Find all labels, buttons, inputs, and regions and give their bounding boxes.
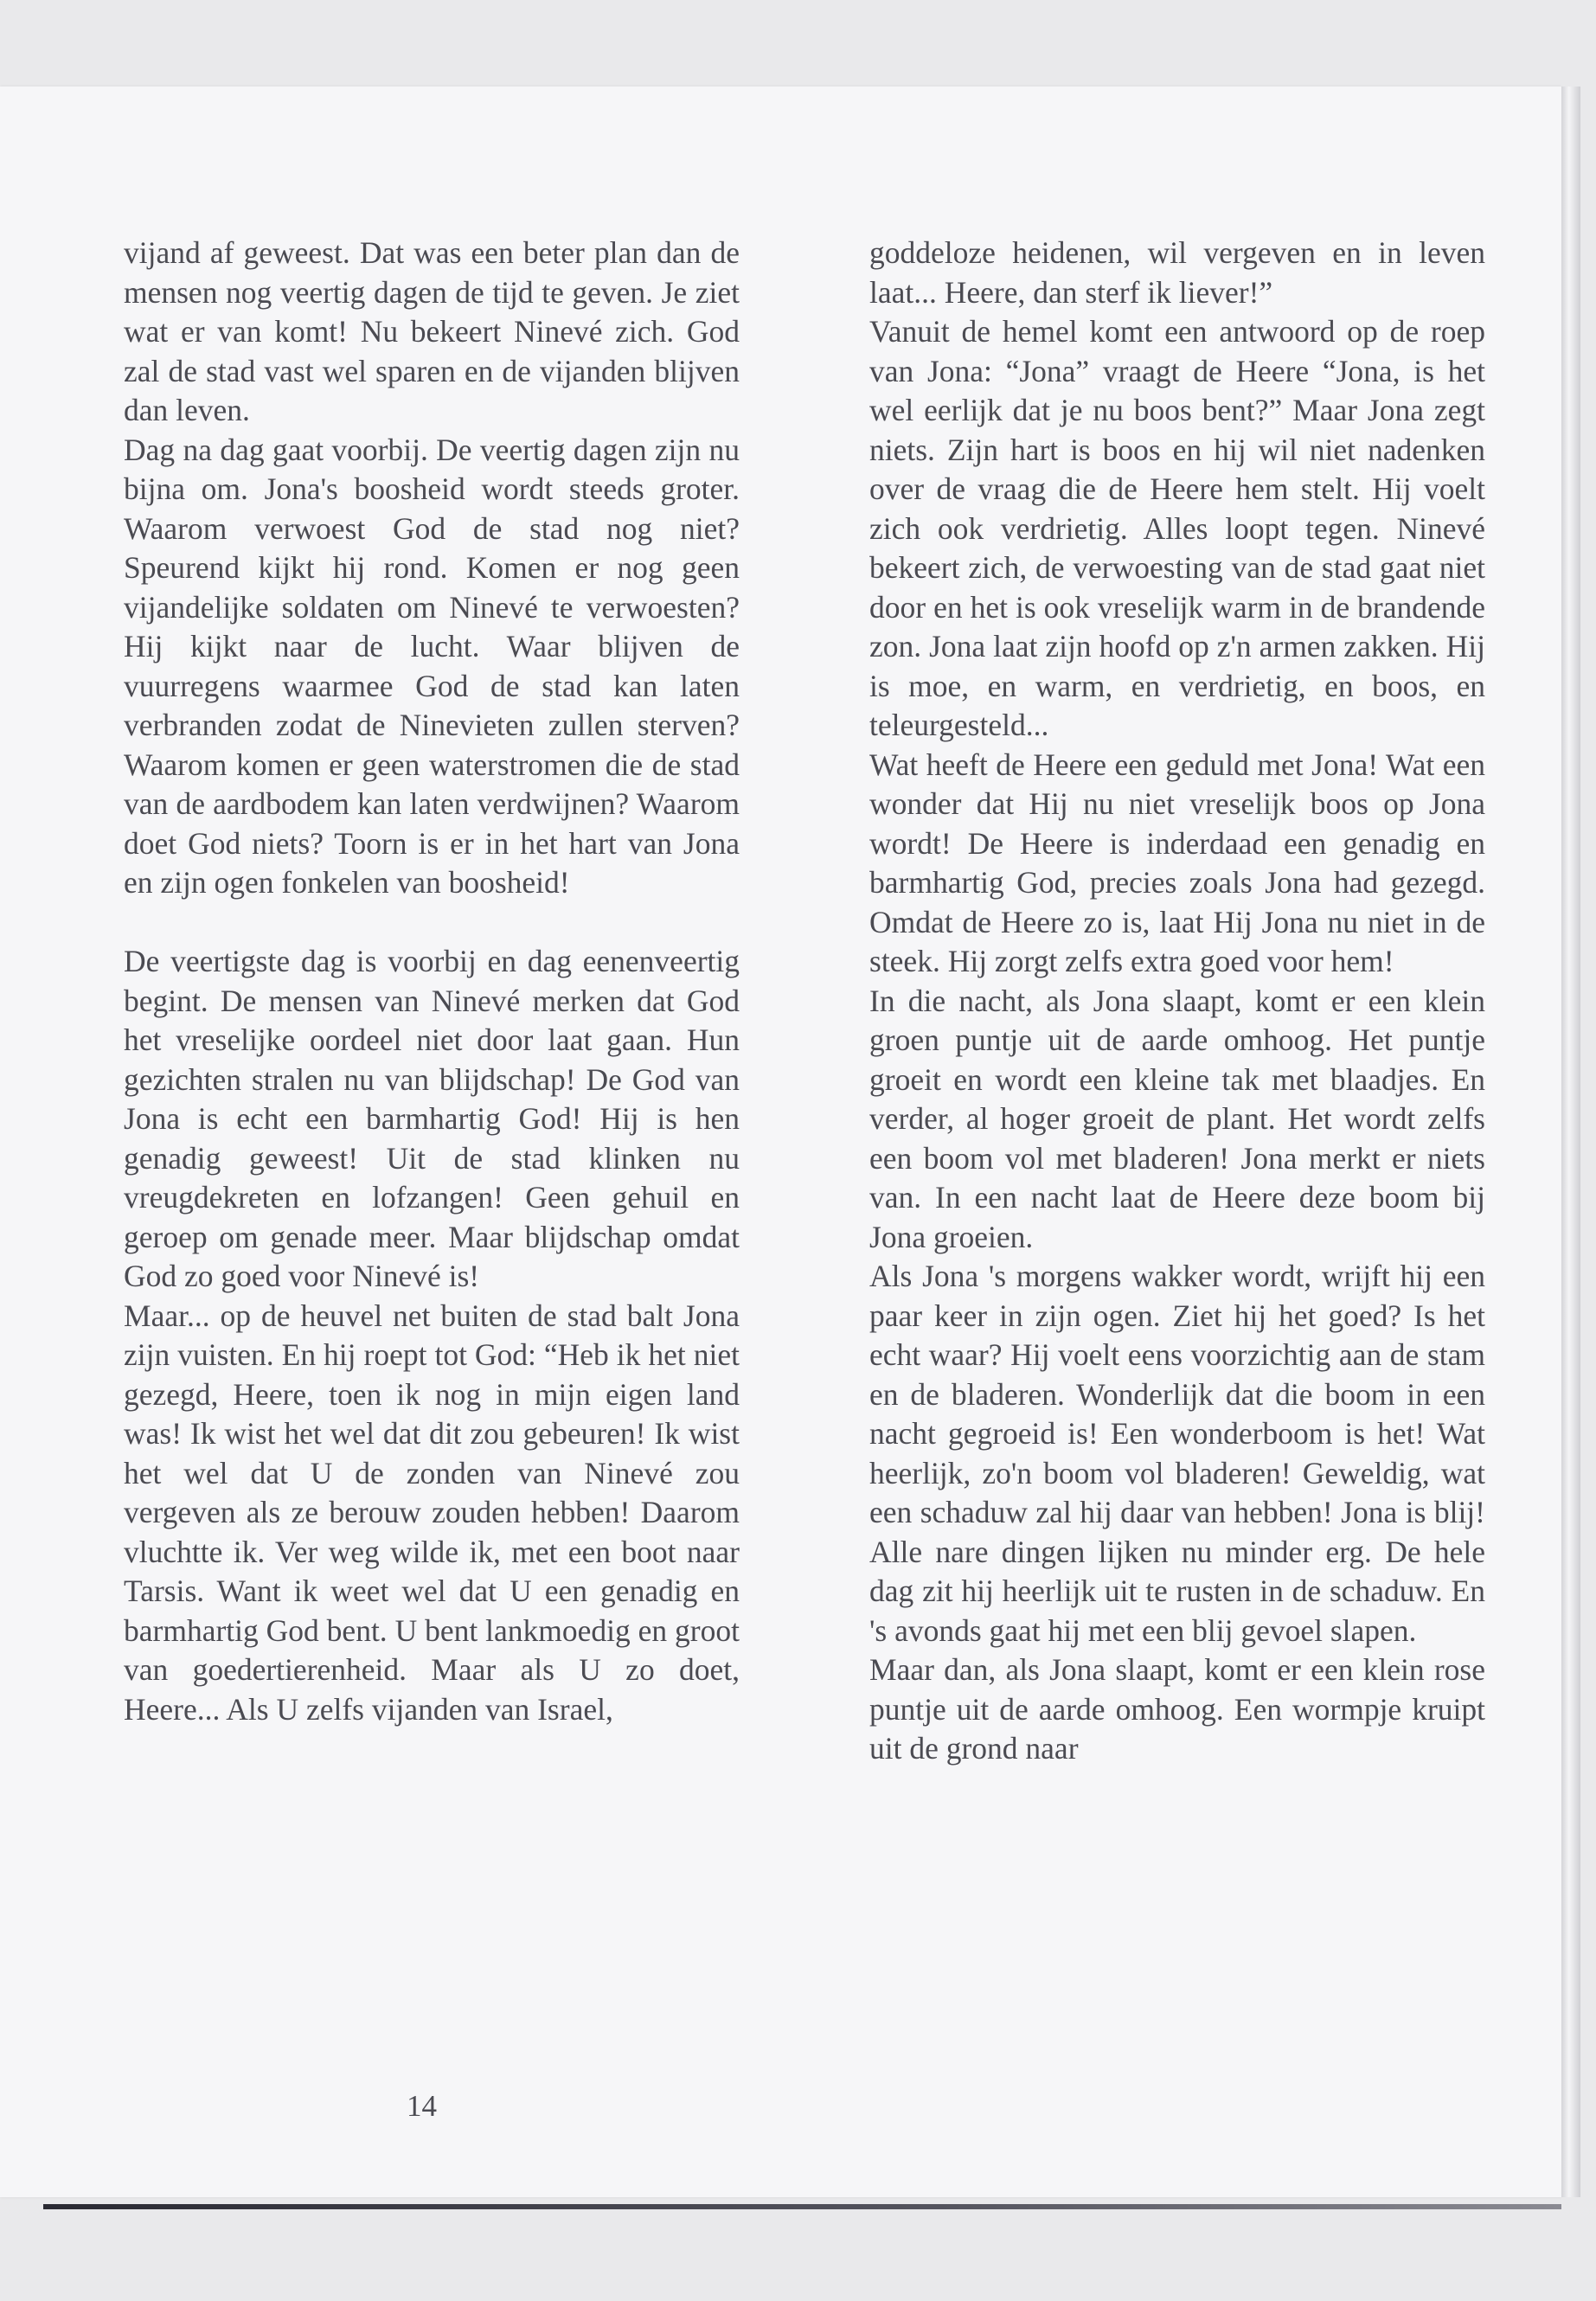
bottom-rule [43,2204,1561,2209]
left-text-column [124,234,740,1729]
paragraph: Maar dan, als Jona slaapt, komt er een klein rose puntje uit de aarde omhoog. Een wormpje kruipt uit de grond naar [869,1652,1485,1766]
paragraph: vijand af geweest. Dat was een beter plan dan de mensen nog veertig dagen de tijd te geven. Je ziet wat er van komt! Nu bekeert Ninevé zich. God zal de stad vast wel sparen en de vijanden blijven dan leven. [124,235,740,427]
page-edge-shadow [1561,87,1580,2197]
paragraph: Wat heeft de Heere een geduld met Jona! Wat een wonder dat Hij nu niet vreselijk boos op Jona wordt! De Heere is inderdaad een genadig en barmhartig God, precies zoals Jona had gezegd. Omdat de Heere zo is, laat Hij Jona nu niet in de steek. Hij zorgt zelfs extra goed voor hem! [869,747,1485,978]
paragraph: Dag na dag gaat voorbij. De veertig dagen zijn nu bijna om. Jona's boosheid wordt steeds groter. Waarom verwoest God de stad nog niet? Speurend kijkt hij rond. Komen er nog geen vijandelijke soldaten om Ninevé te verwoesten? Hij kijkt naar de lucht. Waar blijven de vuurregens waarmee God de stad kan laten verbranden zodat de Ninevieten zullen sterven? Waarom komen er geen waterstromen die de stad van de aardbodem kan laten verdwijnen? Waarom doet God niets? Toorn is er in het hart van Jona en zijn ogen fonkelen van boosheid! [124,432,740,900]
paragraph: De veertigste dag is voorbij en dag eenenveertig begint. De mensen van Ninevé merken dat God het vreselijke oordeel niet door laat gaan. Hun gezichten stralen nu van blijdschap! De God van Jona is echt een barmhartig God! Hij is hen genadig geweest! Uit de stad klinken nu vreugdekreten en lofzangen! Geen gehuil en geroep om genade meer. Maar blijdschap omdat God zo goed voor Ninevé is! [124,944,740,1293]
paragraph: Als Jona 's morgens wakker wordt, wrijft hij een paar keer in zijn ogen. Ziet hij het goed? Is het echt waar? Hij voelt eens voorzichtig aan de stam en de bladeren. Wonderlijk dat die boom in een nacht gegroeid is! Een wonderboom is het! Wat heerlijk, zo'n boom vol bladeren! Geweldig, wat een schaduw zal hij daar van hebben! Jona is blij! Alle nare dingen lijken nu minder erg. De hele dag zit hij heerlijk uit te rusten in de schaduw. En 's avonds gaat hij met een blij gevoel slapen. [869,1259,1485,1648]
page-number: 14 [407,2089,437,2123]
paragraph: Vanuit de hemel komt een antwoord op de roep van Jona: “Jona” vraagt de Heere “Jona, is het wel eerlijk dat je nu boos bent?” Maar Jona zegt niets. Zijn hart is boos en hij wil niet nadenken over de vraag die de Heere hem stelt. Hij voelt zich ook verdrietig. Alles loopt tegen. Ninevé bekeert zich, de verwoesting van de stad gaat niet door en het is ook vreselijk warm in de brandende zon. Jona laat zijn hoofd op z'n armen zakken. Hij is moe, en warm, en verdrietig, en boos, en teleurgesteld... [869,314,1485,742]
paragraph: In die nacht, als Jona slaapt, komt er een klein groen puntje uit de aarde omhoog. Het puntje groeit en wordt een kleine tak met blaadjes. En verder, al hoger groeit de plant. Het wordt zelfs een boom vol met bladeren! Jona merkt er niets van. In een nacht laat de Heere deze boom bij Jona groeien. [869,983,1485,1254]
paragraph: Maar... op de heuvel net buiten de stad balt Jona zijn vuisten. En hij roept tot God: “Heb ik het niet gezegd, Heere, toen ik nog in mijn eigen land was! Ik wist het wel dat dit zou gebeuren! Ik wist het wel dat U de zonden van Ninevé zou vergeven als ze berouw zouden hebben! Daarom vluchtte ik. Ver weg wilde ik, met een boot naar Tarsis. Want ik weet wel dat U een genadig en barmhartig God bent. U bent lankmoedig en groot van goedertierenheid. Maar als U zo doet, Heere... Als U zelfs vijanden van Israel, [124,1298,740,1727]
right-text-column [869,234,1485,1769]
paragraph: goddeloze heidenen, wil vergeven en in leven laat... Heere, dan sterf ik liever!” [869,235,1485,310]
